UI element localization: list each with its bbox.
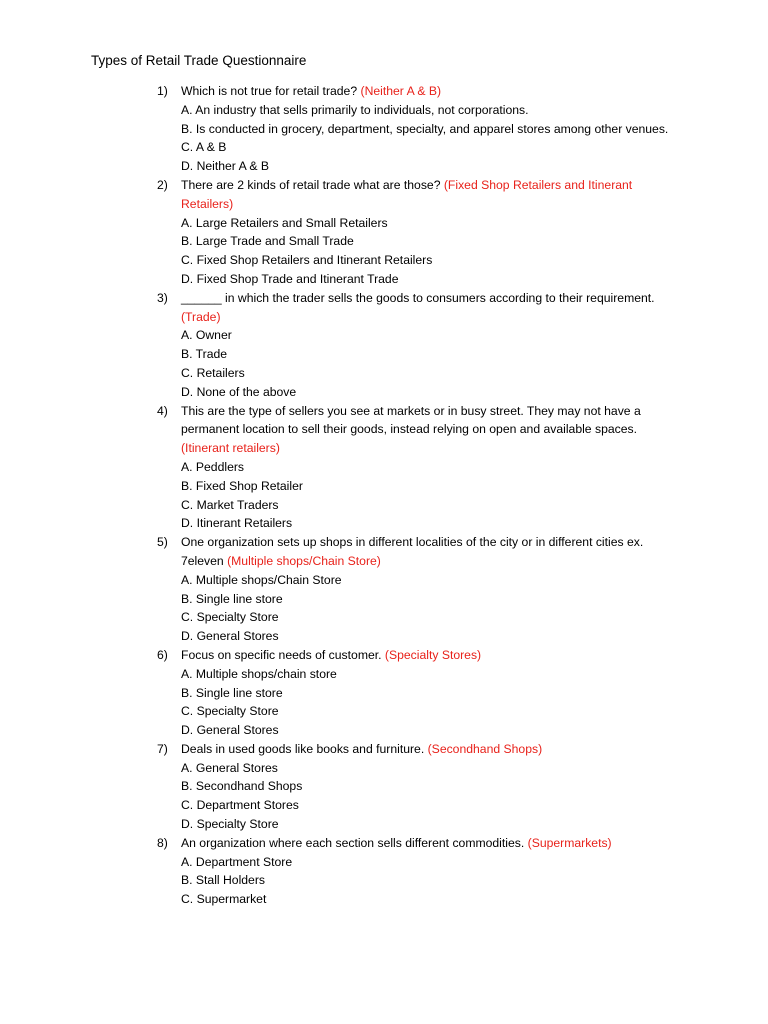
question-text: An organization where each section sells different commodities. <box>181 835 525 850</box>
option-c: C. Specialty Store <box>181 610 279 625</box>
answer-text: (Fixed Shop Retailers and Itinerant Retailers) <box>181 177 633 211</box>
option-a: A. General Stores <box>181 760 278 775</box>
option-list <box>181 458 681 533</box>
option-list <box>181 101 681 176</box>
option-b: B. Fixed Shop Retailer <box>181 478 303 493</box>
answer-text: (Supermarkets) <box>527 835 612 850</box>
option-list <box>181 759 681 834</box>
question-number: 4) <box>157 403 168 418</box>
option-d: D. General Stores <box>181 723 279 738</box>
answer-text: (Itinerant retailers) <box>181 441 280 456</box>
answer-text: (Neither A & B) <box>360 84 442 98</box>
option-d: D. Itinerant Retailers <box>181 516 293 531</box>
option-d: D. General Stores <box>181 629 279 644</box>
option-list <box>181 326 681 401</box>
option-b: B. Single line store <box>181 685 283 700</box>
option-c: C. A & B <box>181 140 227 155</box>
option-d: D. None of the above <box>181 384 297 399</box>
option-c: C. Market Traders <box>181 497 279 512</box>
option-c: C. Department Stores <box>181 798 299 813</box>
option-list <box>181 665 681 740</box>
question-item <box>0 402 681 534</box>
option-c: C. Retailers <box>181 365 245 380</box>
question-text: This are the type of sellers you see at markets or in busy street. They may not have a permanent location to sell their goods, instead relying on open and available spaces. <box>181 403 641 437</box>
option-b: B. Single line store <box>181 591 283 606</box>
option-list <box>181 853 681 909</box>
answer-text: (Secondhand Shops) <box>427 741 543 756</box>
option-b: B. Secondhand Shops <box>181 779 303 794</box>
question-item <box>0 740 681 834</box>
answer-text: (Trade) <box>181 309 221 324</box>
option-c: C. Fixed Shop Retailers and Itinerant Retailers <box>181 253 433 268</box>
question-item <box>0 82 681 176</box>
question-item <box>0 646 681 740</box>
option-list <box>181 214 681 289</box>
question-number: 1) <box>157 84 168 98</box>
question-item <box>0 289 681 402</box>
option-a: A. Owner <box>181 328 232 343</box>
option-b: B. Trade <box>181 347 228 362</box>
question-text: ______ in which the trader sells the goods to consumers according to their requirement. <box>181 290 655 305</box>
option-a: A. Multiple shops/chain store <box>181 666 337 681</box>
option-a: A. Multiple shops/Chain Store <box>181 572 342 587</box>
question-number: 3) <box>157 290 168 305</box>
option-a: A. An industry that sells primarily to individuals, not corporations. <box>181 102 529 117</box>
question-text: Which is not true for retail trade? <box>181 84 358 98</box>
option-c: C. Supermarket <box>181 892 267 907</box>
answer-text: (Specialty Stores) <box>384 647 482 662</box>
question-number: 5) <box>157 535 168 550</box>
question-text: One organization sets up shops in different localities of the city or in different cities ex. 7eleven <box>181 535 644 568</box>
answer-text: (Multiple shops/Chain Store) <box>227 553 381 568</box>
option-list <box>181 571 681 646</box>
question-list <box>0 82 768 909</box>
option-d: D. Specialty Store <box>181 817 279 832</box>
option-a: A. Department Store <box>181 854 293 869</box>
question-number: 7) <box>157 741 168 756</box>
question-item <box>0 176 681 289</box>
option-b: B. Stall Holders <box>181 873 265 888</box>
question-text: Deals in used goods like books and furniture. <box>181 741 425 756</box>
question-number: 6) <box>157 647 168 662</box>
option-d: D. Neither A & B <box>181 159 270 174</box>
option-b: B. Large Trade and Small Trade <box>181 234 354 249</box>
option-a: A. Peddlers <box>181 459 245 474</box>
question-item <box>0 834 681 909</box>
question-number: 8) <box>157 835 168 850</box>
question-text: There are 2 kinds of retail trade what are those? <box>181 177 441 192</box>
option-b: B. Is conducted in grocery, department, specialty, and apparel stores among other venues. <box>181 121 669 136</box>
document-title: Types of Retail Trade Questionnaire <box>91 53 307 68</box>
question-text: Focus on specific needs of customer. <box>181 647 382 662</box>
question-item <box>0 533 681 646</box>
option-d: D. Fixed Shop Trade and Itinerant Trade <box>181 271 399 286</box>
option-a: A. Large Retailers and Small Retailers <box>181 215 388 230</box>
question-number: 2) <box>157 177 168 192</box>
option-c: C. Specialty Store <box>181 704 279 719</box>
